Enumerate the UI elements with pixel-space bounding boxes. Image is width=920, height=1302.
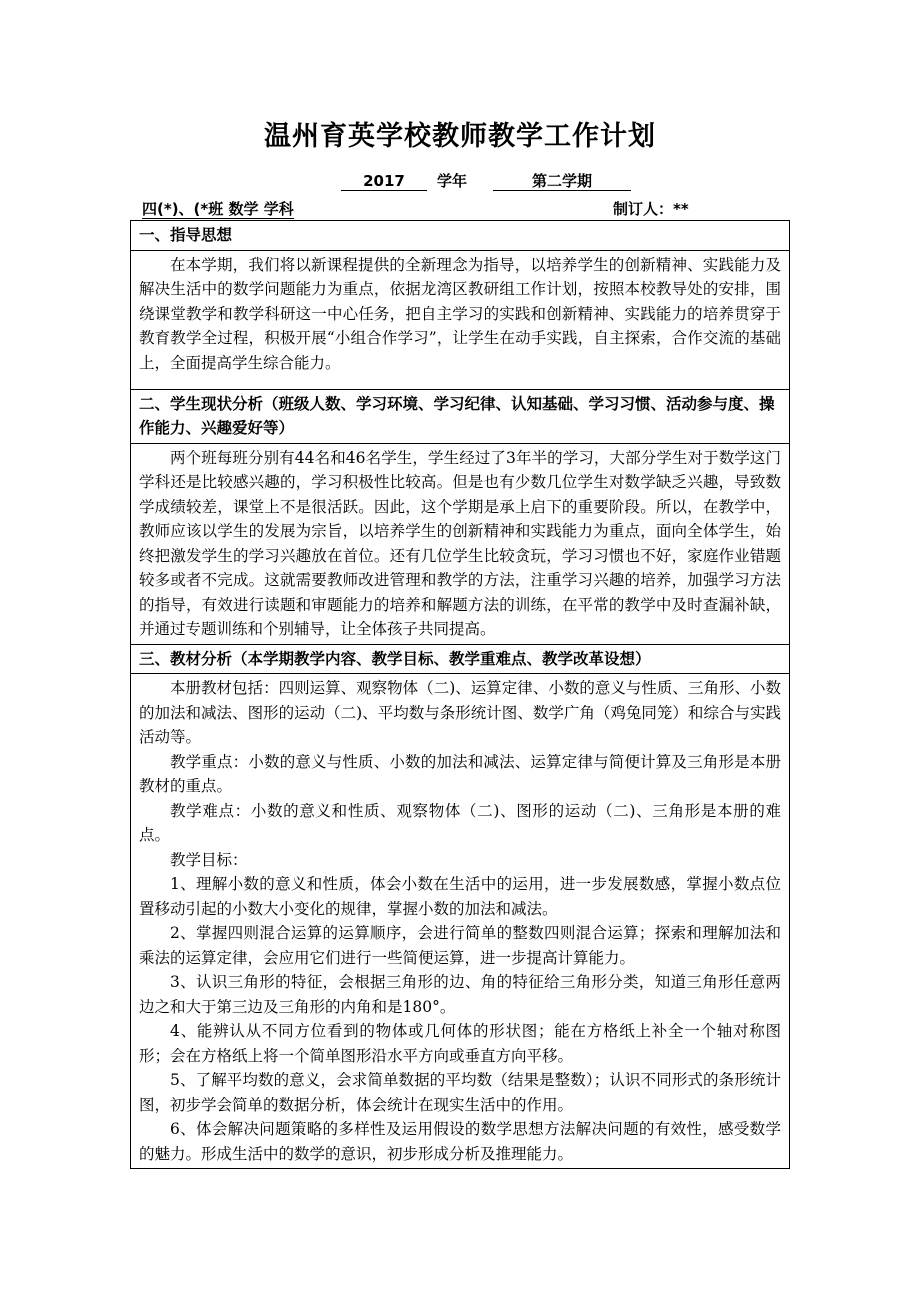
section-body bbox=[131, 674, 790, 1169]
section-2-heading-row bbox=[131, 389, 790, 443]
paragraph: 教学目标： bbox=[170, 850, 248, 869]
paragraph: 两个班每班分别有44名和46名学生，学生经过了3年半的学习，大部分学生对于数学这门学科还是比较感兴趣的，学习积极性比较高。但是也有少数几位学生对数学缺乏兴趣，导致数学成绩较差，课堂上不是很活跃。因此，这个学期是承上启下的重要阶段。所以，在教学中，教师应该以学生的发展为宗旨，以培养学生的创新精神和实践能力为重点，面向全体学生，始终把激发学生的学习兴趣放在首位。还有几位学生比较贪玩，学习习惯也不好，家庭作业错题较多或者不完成。这就需要教师改进管理和教学的方法，注重学习兴趣的培养，加强学习方法的指导，有效进行读题和审题能力的培养和解题方法的训练，在平常的教学中及时查漏补缺，并通过专题训练和个别辅导，让全体孩子共同提高。 bbox=[139, 448, 781, 638]
paragraph: 6、体会解决问题策略的多样性及运用假设的数学思想方法解决问题的有效性，感受数学的魅力。形成生活中的数学的意识，初步形成分析及推理能力。 bbox=[139, 1120, 781, 1163]
school-year-label: 学年 bbox=[437, 172, 468, 190]
section-3-heading-row bbox=[131, 644, 790, 674]
section-1-heading-row bbox=[131, 221, 790, 251]
section-body bbox=[131, 443, 790, 644]
paragraph: 教学难点：小数的意义和性质、观察物体（二)、图形的运动（二)、三角形是本册的难点。 bbox=[139, 801, 781, 844]
plan-maker: 制订人：** bbox=[613, 200, 689, 218]
document-title: 温州育英学校教师教学工作计划 bbox=[264, 121, 656, 152]
section-3-body-row bbox=[131, 674, 790, 1169]
paragraph: 本册教材包括：四则运算、观察物体（二)、运算定律、小数的意义与性质、三角形、小数的加法和减法、图形的运动（二)、平均数与条形统计图、数学广角（鸡兔同笼）和综合与实践活动等。 bbox=[139, 679, 781, 746]
paragraph: 在本学期，我们将以新课程提供的全新理念为指导，以培养学生的创新精神、实践能力及解决生活中的数学问题能力为重点，依据龙湾区教研组工作计划，按照本校教导处的安排，围绕课堂教学和教学科研这一中心任务，把自主学习的实践和创新精神、实践能力的培养贯穿于教育教学全过程，积极开展“小组合作学习”，让学生在动手实践，自主探索，合作交流的基础上，全面提高学生综合能力。 bbox=[139, 255, 781, 372]
semester: 第二学期 bbox=[493, 172, 631, 191]
class-subject-info: 四(*)、(*班 数学 学科 bbox=[142, 200, 294, 218]
paragraph: 教学重点：小数的意义与性质、小数的加法和减法、运算定律与简便计算及三角形是本册教材的重点。 bbox=[139, 752, 781, 795]
section-heading: 三、教材分析（本学期教学内容、教学目标、教学重难点、教学改革设想） bbox=[131, 644, 790, 674]
section-body bbox=[131, 250, 790, 389]
section-heading: 二、学生现状分析（班级人数、学习环境、学习纪律、认知基础、学习习惯、活动参与度、操作能力、兴趣爱好等） bbox=[131, 389, 790, 443]
paragraph: 3、认识三角形的特征，会根据三角形的边、角的特征给三角形分类，知道三角形任意两边之和大于第三边及三角形的内角和是180°。 bbox=[139, 973, 781, 1016]
section-1-body-row bbox=[131, 250, 790, 389]
paragraph: 1、理解小数的意义和性质，体会小数在生活中的运用，进一步发展数感，掌握小数点位置移动引起的小数大小变化的规律，掌握小数的加法和减法。 bbox=[139, 875, 781, 918]
paragraph: 4、能辨认从不同方位看到的物体或几何体的形状图；能在方格纸上补全一个轴对称图形；会在方格纸上将一个简单图形沿水平方向或垂直方向平移。 bbox=[139, 1022, 781, 1065]
paragraph: 2、掌握四则混合运算的运算顺序，会进行简单的整数四则混合运算；探索和理解加法和乘法的运算定律，会应用它们进行一些简便运算，进一步提高计算能力。 bbox=[139, 924, 781, 967]
plan-table bbox=[130, 220, 790, 1169]
section-2-body-row bbox=[131, 443, 790, 644]
section-heading: 一、指导思想 bbox=[131, 221, 790, 251]
term-row bbox=[341, 170, 631, 191]
paragraph: 5、了解平均数的意义，会求简单数据的平均数（结果是整数）；认识不同形式的条形统计图，初步学会简单的数据分析，体会统计在现实生活中的作用。 bbox=[139, 1071, 781, 1114]
school-year: 2017 bbox=[341, 172, 427, 191]
